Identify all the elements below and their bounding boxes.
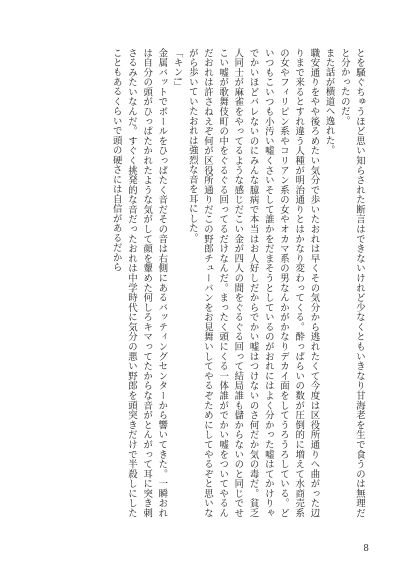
vertical-text-block [31, 48, 367, 518]
paragraph-2: また話が横道へ逸れた。 [323, 48, 335, 156]
paragraph-5: 金属バットでボールをひっぱたく音だその音は右側にあるバッティングセンターから響いてきた。一瞬おれは自分の頭がひっぱたかれたような気がして顔を顰めた何しろキマってたからな音がとんがって耳に突き刺さるみたいなんだ。すぐく挑発的な音だったおれは中学時代に気分の悪い野郎を頭突きだけで半殺しにしたこともあるくらいで頭の硬さには自信があるだから [110, 48, 168, 518]
paragraph-4: 「キン!」 [171, 48, 183, 92]
page-number: 8 [363, 544, 369, 554]
paragraph-3: 職安通りをやや後ろめたい気分で歩いたおれは早くその気分から逃れたくて今度は区役所通りへ曲がった辺りまで来るとすれ違う人種が明治通りとはかなり変わってくる。酔っぱらいの数が圧倒的に増えて水商売系の女やフィリピン系やコリアン系の女やオカマ系の男なんかがかなりデカイ面をしてうろうろしている。どいつもこいつも小汚い嘘くさいそして誰かをだまそうとしているのがおれにはよく分かった嘘はてかけりゃでかいほどバレないのにみんな臆病で本当はお人好しだからでかい嘘はつけないのさ何だか気の毒だ。貧乏人同士が麻雀をやってるような感じだこい金が四人の間をぐるぐる回って結局誰も儲からないのと同じでせこい嘘が歌舞伎町の中をぐるぐる回ってるだけなんだ。まったく頭にくる一体誰がでかい嘘をついてやるんだおれは許さねえぞ何が区役所通りだこの野郎チューバンをお見舞いしてやるぞためにしてやるぞと思いながら歩いていたおれは強烈な音を耳にした。 [186, 48, 320, 518]
paragraph-1: とを騒ぐちゅうほど思い知らされた断言はできないけれど少なくともいきなり甘海老を生で食うのは無理だと分かったのだ。 [338, 48, 365, 518]
